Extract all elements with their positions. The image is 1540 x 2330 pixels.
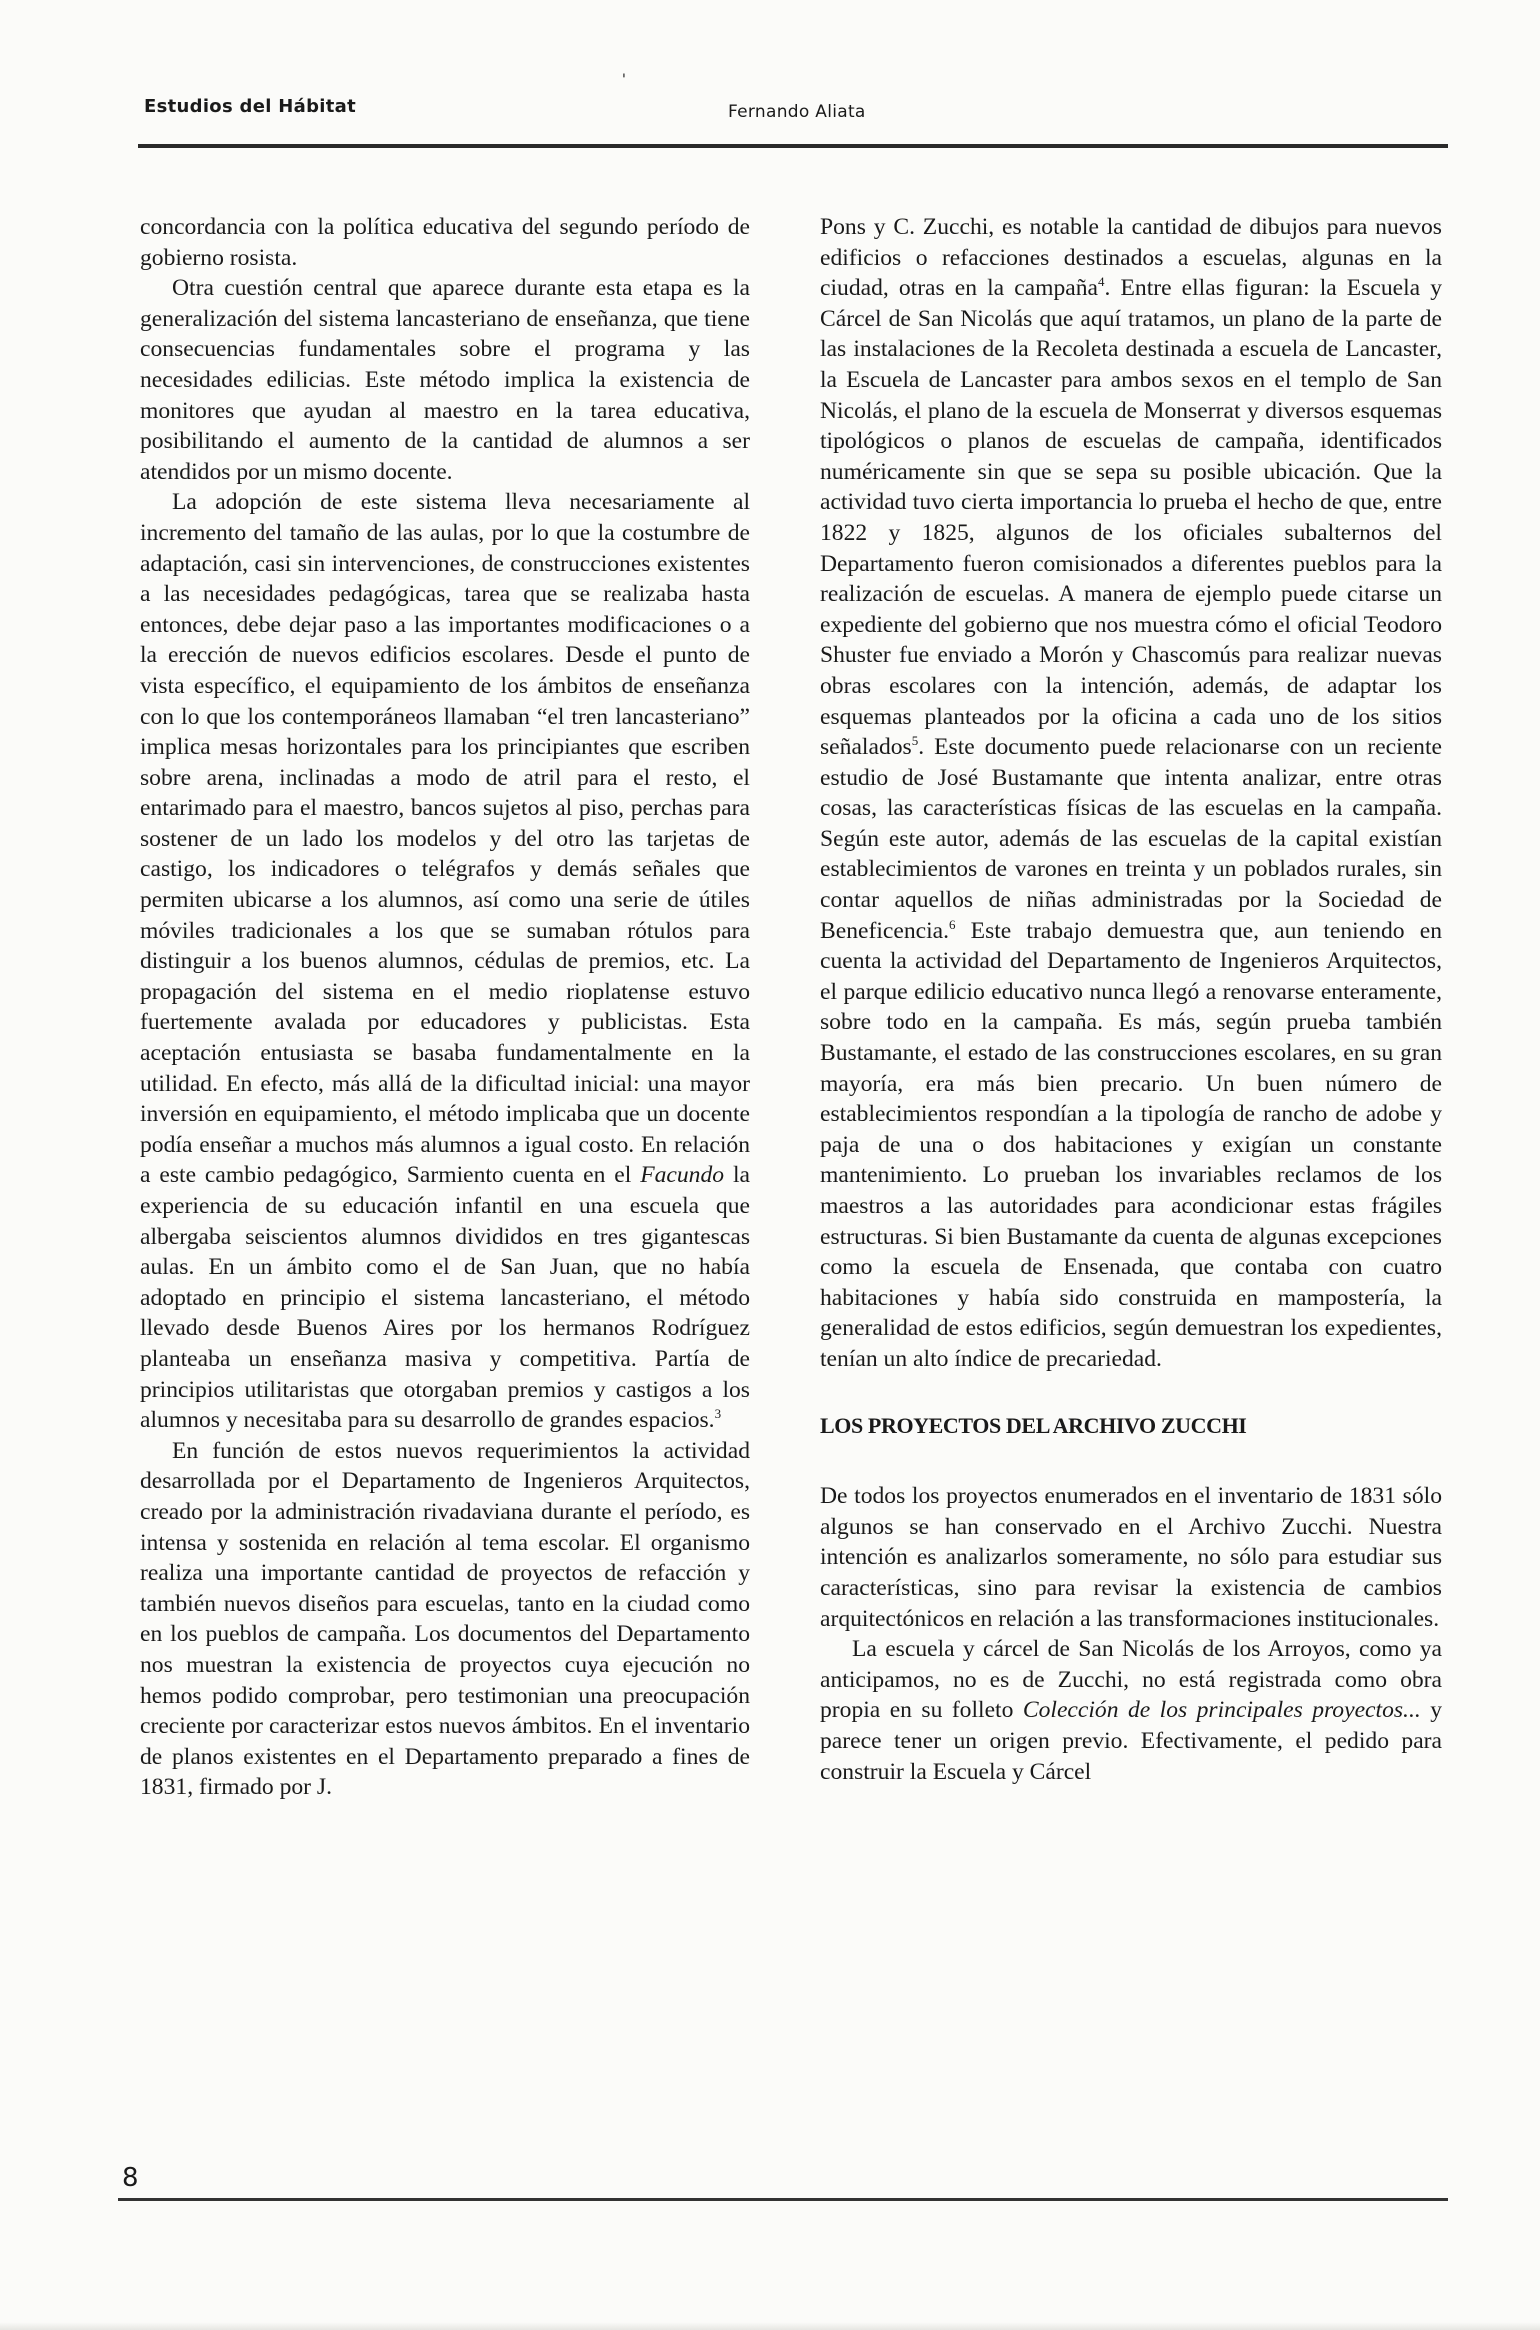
paragraph: Otra cuestión central que aparece durante esta etapa es la generalización del sistema lancasteriano de enseñanza, que tiene consecuencias fundamentales sobre el programa y las necesidades edilicias. Este método implica la existencia de monitores que ayudan al maestro en la tarea educativa, posibilitando el aumento de la cantidad de alumnos a ser atendidos por un mismo docente. bbox=[140, 275, 750, 485]
page-number: 8 bbox=[122, 2163, 139, 2193]
header-rule bbox=[138, 144, 1448, 148]
paragraph-text: La escuela y cárcel de San Nicolás de los Arroyos, como ya anticipamos, no es de Zucchi, no está registrada como obra propia en su folleto bbox=[820, 1636, 1442, 1724]
journal-title: Estudios del Hábitat bbox=[144, 96, 356, 117]
paragraph bbox=[140, 487, 750, 1435]
footer-rule bbox=[118, 2198, 1448, 2201]
paragraph-text: Pons y C. Zucchi, es notable la cantidad de dibujos para nuevos edificios o refacciones destinados a escuelas, algunas en la ciudad, otras en la campaña bbox=[820, 214, 1442, 302]
footnote-ref: 5 bbox=[911, 733, 919, 749]
paragraph bbox=[820, 212, 1442, 1375]
paragraph: concordancia con la política educativa del segundo período de gobierno rosista. bbox=[140, 214, 750, 271]
page-edge bbox=[0, 2322, 1540, 2330]
paragraph bbox=[820, 1634, 1442, 1787]
book-title-facundo: Facundo bbox=[640, 1162, 725, 1189]
paragraph: De todos los proyectos enumerados en el inventario de 1831 sólo algunos se han conservado en el Archivo Zucchi. Nuestra intención es analizarlos someramente, no sólo para estudiar sus características, sino para revisar la existencia de cambios arquitectónicos en relación a las transformaciones institucionales. bbox=[820, 1483, 1442, 1632]
footnote-ref: 3 bbox=[714, 1406, 722, 1422]
paragraph: En función de estos nuevos requerimientos la actividad desarrollada por el Departamento de Ingenieros Arquitectos, creado por la administración rivadaviana durante el período, es intensa y sostenida en relación al tema escolar. El organismo realiza una importante cantidad de proyectos de refacción y también nuevos diseños para escuelas, tanto en la ciudad como en los pueblos de campaña. Los documentos del Departamento nos muestran la existencia de proyectos cuya ejecución no hemos podido comprobar, pero testimonian una preocupación creciente por caracterizar estos nuevos ámbitos. En el inventario de planos existentes en el Departamento preparado a fines de 1831, firmado por J. bbox=[140, 1437, 750, 1801]
paragraph-text: La adopción de este sistema lleva necesariamente al incremento del tamaño de las aulas, por lo que la costumbre de adaptación, casi sin intervenciones, de construcciones existentes a las necesidades pedagógicas, tarea que se realizaba hasta entonces, debe dejar paso a las importantes modificaciones o a la erección de nuevos edificios escolares. Desde el punto de vista específico, el equipamiento de los ámbitos de enseñanza con lo que los contemporáneos llamaban “el tren lancasteriano” implica mesas horizontales para los principiantes que escriben sobre arena, inclinadas a modo de atril para el resto, el entarimado para el maestro, bancos sujetos al piso, perchas para sostener de un lado los modelos y del otro las tarjetas de castigo, los indicadores o telégrafos y demás señales que permiten ubicarse a los alumnos, así como una serie de útiles móviles tradicionales a los que se sumaban rótulos para distinguir a los buenos alumnos, cédulas de premios, etc. La propagación del sistema en el medio rioplatense estuvo fuertemente avalada por educadores y publicistas. Esta aceptación entusiasta se basaba fundamentalmente en la utilidad. En efecto, más allá de la dificultad inicial: una mayor inversión en equipamiento, el método implicaba que un docente podía enseñar a muchos más alumnos a igual costo. En relación a este cambio pedagógico, Sarmiento cuenta en el bbox=[140, 489, 750, 1189]
paragraph-text: Este trabajo demuestra que, aun teniendo en cuenta la actividad del Departamento de Ingenieros Arquitectos, el parque edilicio educativo nunca llegó a renovarse enteramente, sobre todo en la campaña. Es más, según prueba también Bustamante, el estado de las construcciones escolares, en su gran mayoría, era más bien precario. Un buen número de establecimientos respondían a la tipología de rancho de adobe y paja de una o dos habitaciones y exigían un constante mantenimiento. Lo prueban los invariables reclamos de los maestros a las autoridades para acondicionar estas frágiles estructuras. Si bien Bustamante da cuenta de algunas excepciones como la escuela de Ensenada, que contaba con cuatro habitaciones y había sido construida en mampostería, la generalidad de estos edificios, según demuestran los expedientes, tenían un alto índice de precariedad. bbox=[820, 917, 1442, 1372]
section-heading: LOS PROYECTOS DEL ARCHIVO ZUCCHI bbox=[820, 1412, 1247, 1438]
author-name: Fernando Aliata bbox=[728, 102, 866, 122]
paragraph-text: y parece tener un origen previo. Efectivamente, el pedido para construir la Escuela y Cárcel bbox=[820, 1697, 1442, 1785]
left-column bbox=[140, 212, 750, 2147]
right-column bbox=[820, 212, 1442, 2147]
footnote-ref: 6 bbox=[949, 916, 956, 932]
footnote-ref: 4 bbox=[1098, 274, 1105, 290]
header-mark: ' bbox=[622, 72, 626, 88]
paragraph-text: la experiencia de su educación infantil en una escuela que albergaba seiscientos alumnos divididos en tres gigantescas aulas. En un ámbito como el de San Juan, que no había adoptado en principio el sistema lancasteriano, el método llevado desde Buenos Aires por los hermanos Rodríguez planteaba un enseñanza masiva y competitiva. Partía de principios utilitaristas que otorgaban premios y castigos a los alumnos y necesitaba para su desarrollo de grandes espacios. bbox=[140, 1162, 750, 1434]
book-title-coleccion: Colección de los principales proyectos... bbox=[1022, 1697, 1421, 1724]
paragraph-text: . Este documento puede relacionarse con un reciente estudio de José Bustamante que intenta analizar, entre otras cosas, las características físicas de las escuelas en la campaña. Según este autor, además de las escuelas de la capital existían establecimientos de varones en treinta y un poblados rurales, sin contar aquellos de niñas administradas por la Sociedad de Beneficencia. bbox=[820, 734, 1442, 944]
paragraph-text: . Entre ellas figuran: la Escuela y Cárcel de San Nicolás que aquí tratamos, un plano de la parte de las instalaciones de la Recoleta destinada a escuela de Lancaster, la Escuela de Lancaster para ambos sexos en el templo de San Nicolás, el plano de la escuela de Monserrat y diversos esquemas tipológicos o planos de escuelas de campaña, identificados numéricamente sin que se sepa su posible ubicación. Que la actividad tuvo cierta importancia lo prueba el hecho de que, entre 1822 y 1825, algunos de los oficiales subalternos del Departamento fueron comisionados a diferentes pueblos para la realización de escuelas. A manera de ejemplo puede citarse un expediente del gobierno que nos muestra cómo el oficial Teodoro Shuster fue enviado a Morón y Chascomús para realizar nuevas obras escolares con la intención, además, de adaptar los esquemas planteados por la oficina a cada uno de los sitios señalados bbox=[820, 275, 1442, 761]
